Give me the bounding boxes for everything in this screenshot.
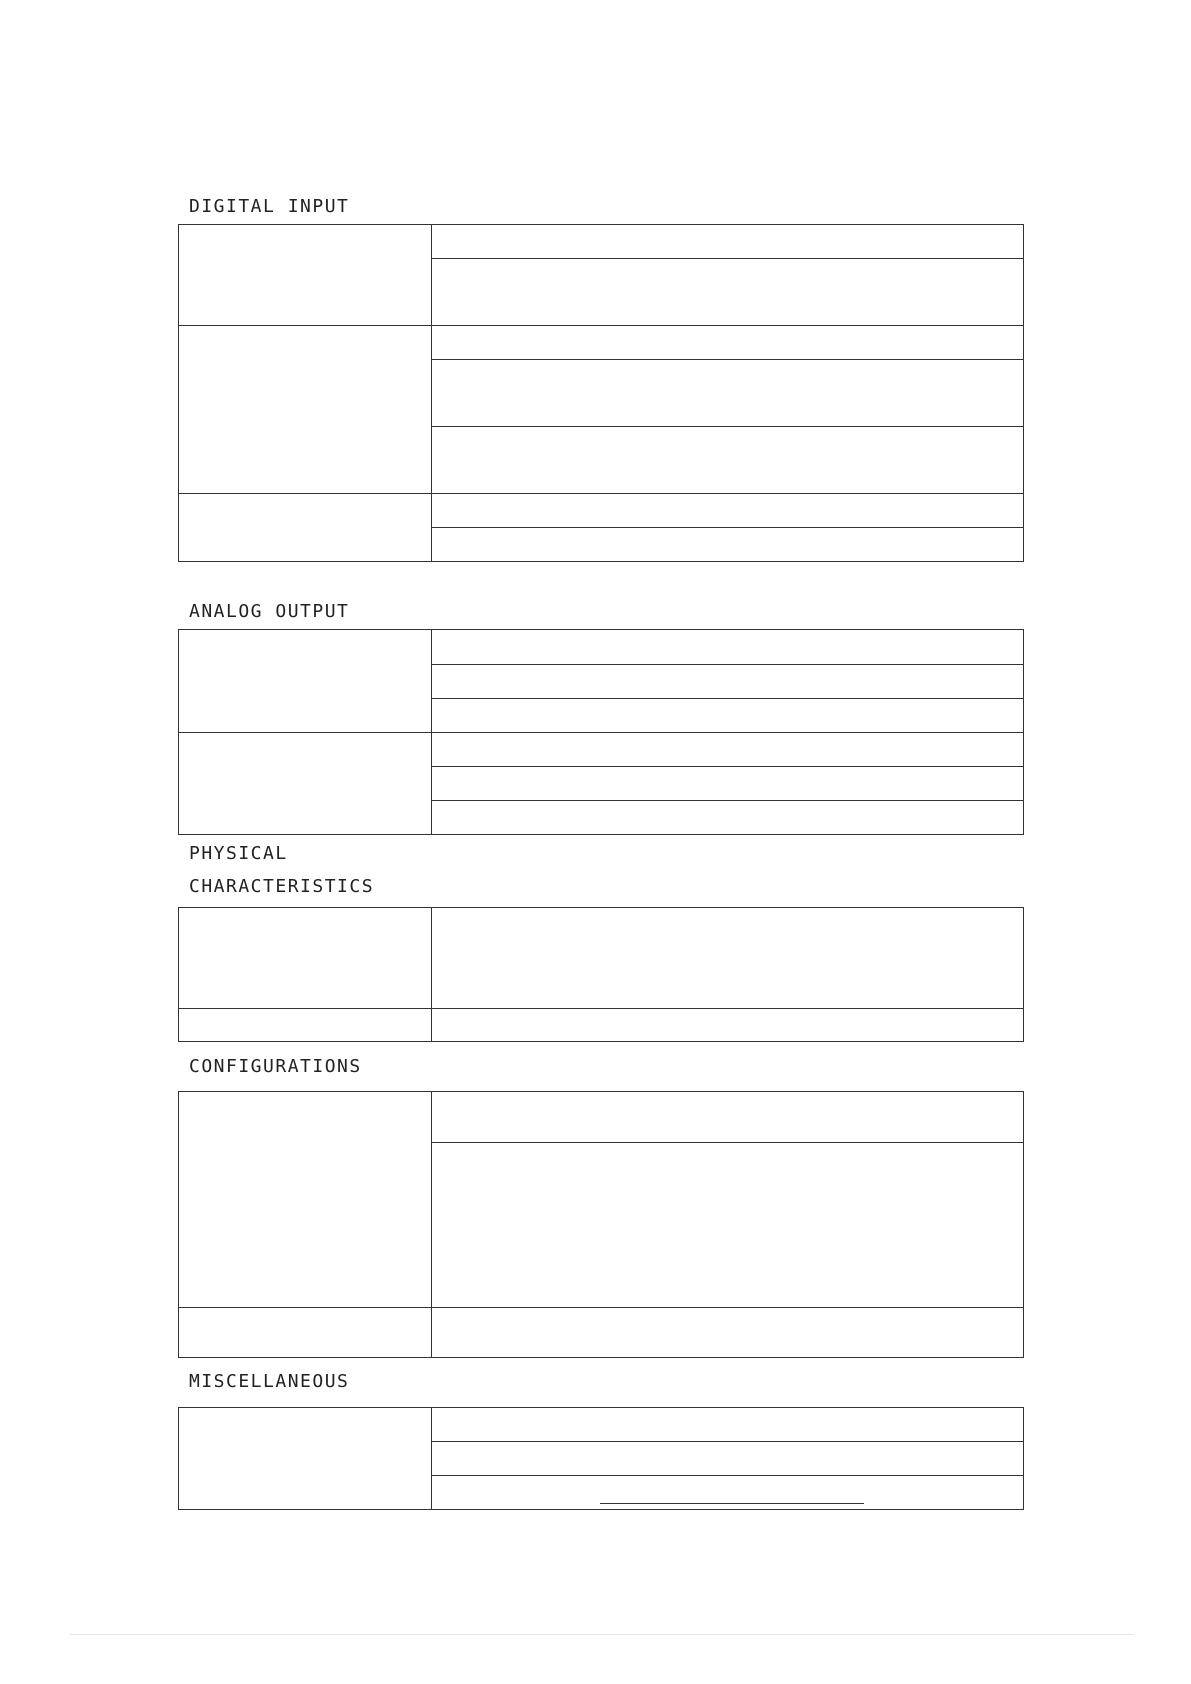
spec-label-cell (179, 630, 432, 733)
table-row (179, 1092, 1024, 1143)
physical-characteristics-table (178, 907, 1024, 1042)
spec-value-cell (432, 801, 1024, 835)
miscellaneous-table (178, 1407, 1024, 1510)
table-row (179, 733, 1024, 767)
table-row (179, 326, 1024, 360)
table-row (179, 908, 1024, 1009)
digital-input-table (178, 224, 1024, 562)
analog-output-table (178, 629, 1024, 835)
spec-value-cell (432, 494, 1024, 528)
footer-divider (70, 1634, 1134, 1635)
spec-label-cell (179, 1308, 432, 1358)
table-row (179, 1408, 1024, 1442)
table-row (179, 225, 1024, 259)
spec-value-cell (432, 427, 1024, 494)
table-row (179, 630, 1024, 665)
spec-label-cell (179, 1009, 432, 1042)
spec-value-cell (432, 1308, 1024, 1358)
section-heading-physical-line1: PHYSICAL (189, 843, 288, 864)
spec-value-cell (432, 528, 1024, 562)
spec-label-cell (179, 1092, 432, 1308)
spec-value-cell (432, 699, 1024, 733)
spec-value-cell (432, 1143, 1024, 1308)
section-heading-digital-input: DIGITAL INPUT (189, 196, 350, 217)
table-row (179, 1009, 1024, 1042)
spec-value-cell (432, 1408, 1024, 1442)
spec-label-cell (179, 1408, 432, 1510)
spec-value-cell (432, 665, 1024, 699)
spec-value-cell (432, 225, 1024, 259)
spec-value-cell (432, 630, 1024, 665)
section-heading-miscellaneous: MISCELLANEOUS (189, 1371, 350, 1392)
spec-label-cell (179, 908, 432, 1009)
section-heading-analog-output: ANALOG OUTPUT (189, 601, 350, 622)
section-heading-configurations: CONFIGURATIONS (189, 1056, 362, 1077)
table-row (179, 494, 1024, 528)
spec-value-cell (432, 1476, 1024, 1510)
spec-value-cell (432, 1092, 1024, 1143)
spec-value-cell (432, 1009, 1024, 1042)
spec-value-cell (432, 259, 1024, 326)
spec-value-cell (432, 733, 1024, 767)
spec-label-cell (179, 733, 432, 835)
spec-value-cell (432, 767, 1024, 801)
spec-value-cell (432, 326, 1024, 360)
configurations-table (178, 1091, 1024, 1358)
spec-value-cell (432, 908, 1024, 1009)
section-heading-physical-line2: CHARACTERISTICS (189, 876, 375, 897)
spec-value-cell (432, 360, 1024, 427)
underline-mark (600, 1503, 864, 1504)
table-row (179, 1308, 1024, 1358)
spec-label-cell (179, 326, 432, 494)
spec-label-cell (179, 494, 432, 562)
spec-label-cell (179, 225, 432, 326)
spec-value-cell (432, 1442, 1024, 1476)
